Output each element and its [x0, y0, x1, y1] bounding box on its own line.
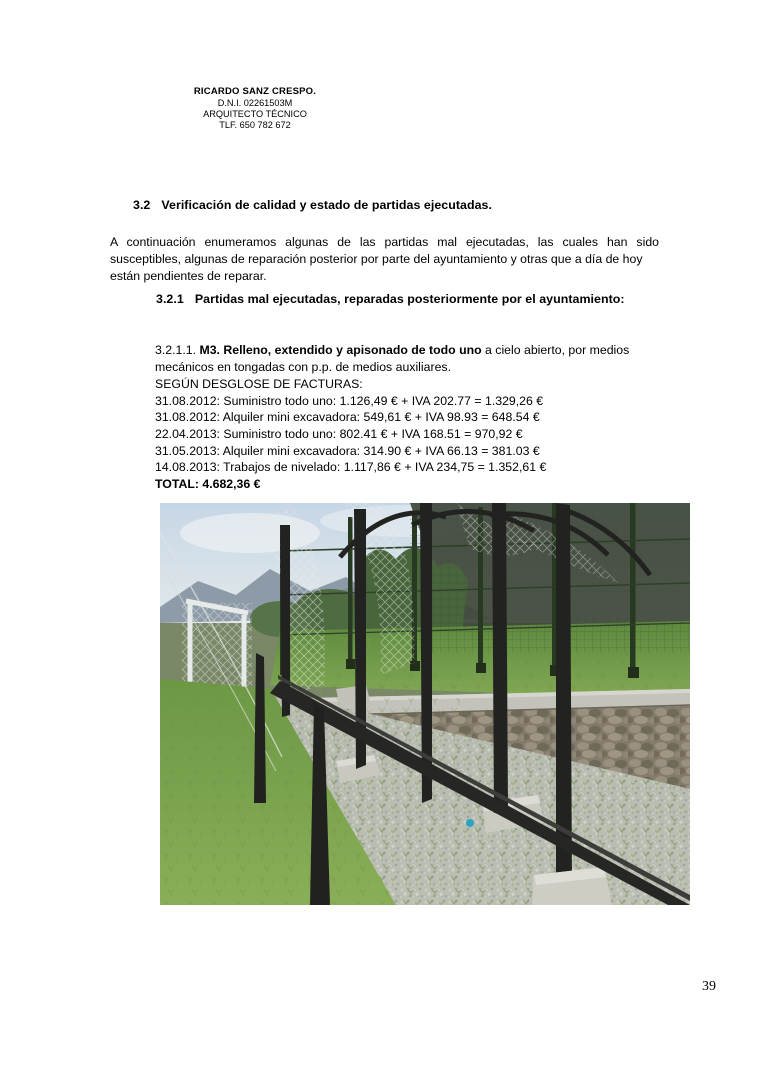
- invoice-line: 31.08.2012: Alquiler mini excavadora: 549,61 € + IVA 98.93 = 648.54 €: [155, 410, 540, 425]
- section-number: 3.2: [133, 198, 151, 212]
- item-description: a cielo abierto, por medios mecánicos en tongadas con p.p. de medios auxiliares.: [155, 343, 630, 374]
- letterhead-name: RICARDO SANZ CRESPO.: [193, 86, 317, 97]
- intro-paragraph-text: A continuación enumeramos algunas de las partidas mal ejecutadas, las cuales han sido susceptibles, algunas de reparación posterior por parte del ayuntamiento y otras que a día de hoy: [110, 235, 659, 266]
- letterhead-dni: D.N.I. 02261503M: [217, 97, 293, 108]
- item-heading: [155, 342, 682, 375]
- invoice-line: 31.05.2013: Alquiler mini excavadora: 314.90 € + IVA 66.13 = 381.03 €: [155, 443, 540, 458]
- section-title: Verificación de calidad y estado de partidas ejecutadas.: [161, 198, 492, 212]
- subsection-number: 3.2.1: [156, 292, 184, 306]
- letterhead-phone: TLF. 650 782 672: [219, 120, 291, 131]
- intro-paragraph: [110, 234, 659, 285]
- item-block: [155, 342, 682, 492]
- invoice-total: TOTAL: 4.682,36 €: [155, 476, 261, 491]
- letterhead: [110, 86, 400, 131]
- breakdown-label: SEGÚN DESGLOSE DE FACTURAS:: [155, 377, 363, 392]
- item-number: 3.2.1.1.: [155, 343, 197, 357]
- letterhead-role: ARQUITECTO TÉCNICO: [203, 108, 307, 119]
- invoice-line: 14.08.2013: Trabajos de nivelado: 1.117,86 € + IVA 234,75 = 1.352,61 €: [155, 460, 547, 475]
- subsection-heading: [156, 292, 625, 306]
- intro-paragraph-last-line: están pendientes de reparar.: [110, 268, 267, 283]
- subsection-title: Partidas mal ejecutadas, reparadas posteriormente por el ayuntamiento:: [194, 292, 625, 306]
- section-heading: [133, 198, 492, 212]
- invoice-line: 31.08.2012: Suministro todo uno: 1.126,49 € + IVA 202.77 = 1.329,26 €: [155, 393, 544, 408]
- invoice-line: 22.04.2013: Suministro todo uno: 802.41 € + IVA 168.51 = 970,92 €: [155, 426, 523, 441]
- site-photograph: [160, 503, 690, 905]
- photograph-artwork: [160, 503, 690, 905]
- item-title-bold: M3. Relleno, extendido y apisonado de todo uno: [199, 343, 482, 357]
- page-number: 39: [702, 979, 716, 994]
